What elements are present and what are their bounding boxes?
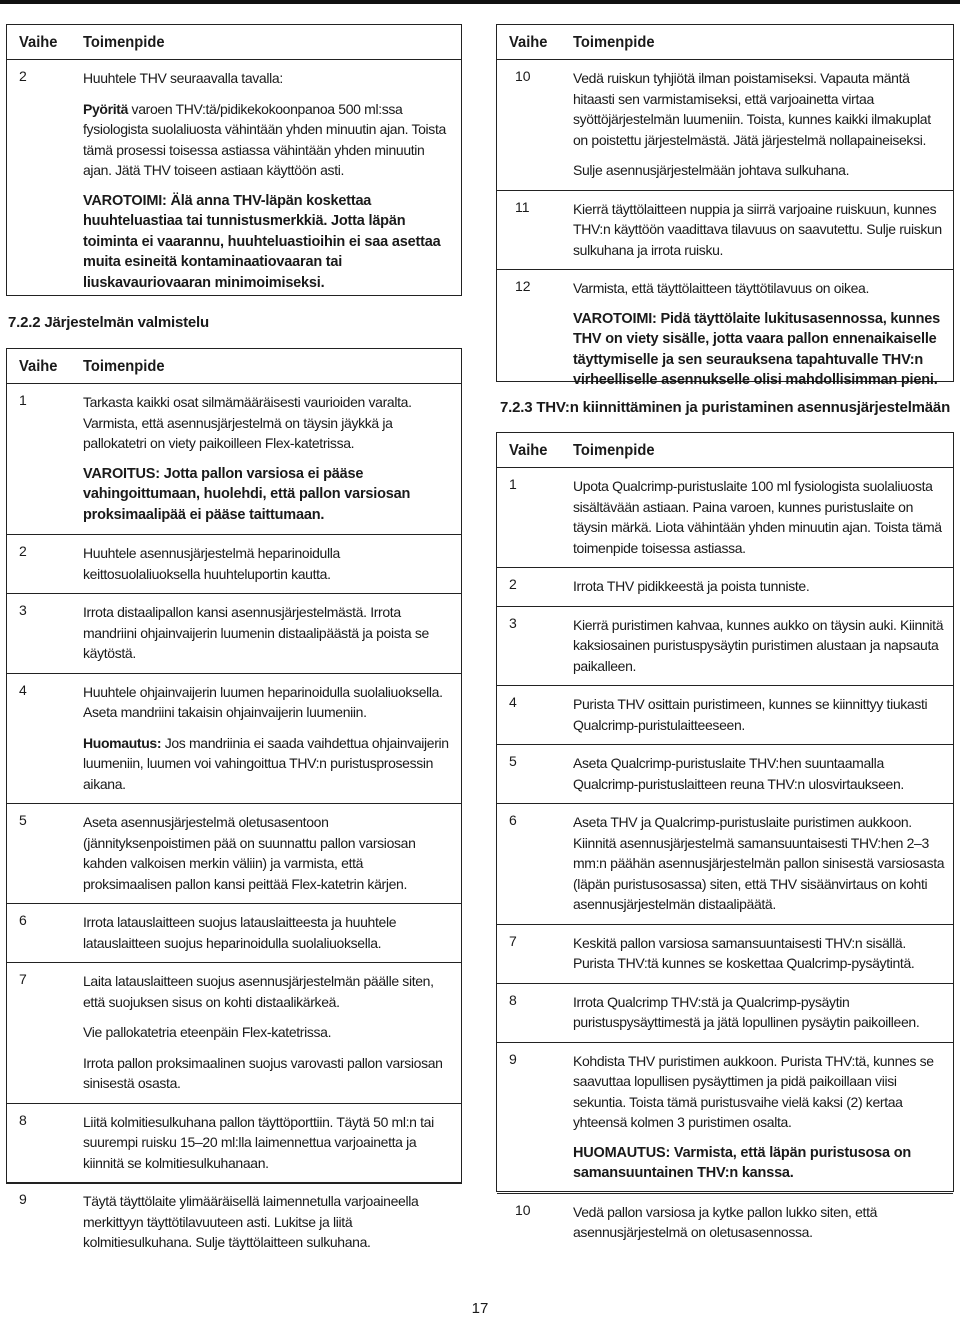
- step-text: Irrota pallon proksimaalinen suojus varovasti pallon varsiosan sinisestä osasta.: [83, 1054, 443, 1091]
- step-number: 12: [515, 278, 531, 294]
- header-action: Toimenpide: [83, 34, 165, 51]
- table-row: [7, 60, 461, 302]
- step-text: Purista THV osittain puristimeen, kunnes se kiinnittyy tiukasti Qualcrimp-puristulaitteeseen.: [573, 696, 928, 733]
- top-rule: [0, 0, 960, 4]
- table-rinse: [6, 24, 462, 296]
- header-step: Vaihe: [509, 442, 548, 459]
- step-text: Irrota Qualcrimp THV:stä ja Qualcrimp-pysäytin puristuspysäyttimestä ja jätä lopullinen pysäytin paikoilleen.: [573, 993, 920, 1030]
- table-row: [497, 803, 953, 924]
- table-header: [7, 349, 461, 384]
- step-text: Varmista, että täyttölaitteen täyttötilavuus on oikea.: [573, 280, 870, 296]
- table-row: [497, 567, 953, 606]
- step-number: 1: [509, 476, 517, 492]
- step-text: Kierrä puristimen kahvaa, kunnes aukko on täysin auki. Kiinnitä kaksiosainen puristuspysäytin puristimen alustaan ja napsauta paikalleen.: [573, 616, 944, 674]
- table-row: [497, 685, 953, 744]
- table-row: [497, 190, 953, 270]
- step-number: 4: [509, 694, 517, 710]
- step-text: Vedä ruiskun tyhjiötä ilman poistamiseksi. Vapauta mäntä hitaasti sen varmistamiseksi, että varjoainetta virtaa syöttöjärjestelmän luumeniin. Toista, kunnes kaikki ilmakuplat on poistettu järjestelmästä. Jätä järjestelmä nollapaineiseksi.: [573, 70, 931, 148]
- table-header: [7, 25, 461, 60]
- step-number: 2: [509, 576, 517, 592]
- table-row: [7, 384, 461, 534]
- step-text: Vedä pallon varsiosa ja kytke pallon lukko siten, että asennusjärjestelmä on oletusasennossa.: [573, 1203, 878, 1240]
- table-row: [497, 983, 953, 1042]
- step-number: 3: [509, 614, 517, 631]
- step-text: Keskitä pallon varsiosa samansuuntaisesti THV:n sisällä. Purista THV:tä kunnes se koskettaa Qualcrimp-pysäytintä.: [573, 934, 915, 971]
- step-number: 5: [509, 753, 517, 769]
- step-text: Aseta asennusjärjestelmä oletusasentoon (jännityksenpoistimen pää on suunnattu pallon varsiosan kahden valkoisen merkin väliin) ja varmista, että proksimaalisen pallon kansi peittää Flex-katetrin kärjen.: [83, 814, 416, 892]
- note-lead: Huomautus:: [83, 734, 162, 751]
- section-heading-crimping: 7.2.3 THV:n kiinnittäminen ja puristaminen asennusjärjestelmään: [500, 399, 951, 416]
- step-number: 9: [19, 1191, 27, 1207]
- step-text: Täytä täyttölaite ylimääräisellä laimennetulla varjoaineella merkittyyn täyttötilavuuteen asti. Lukitse ja liitä kolmitiesulkuhana. Sulje täyttölaitteen sulkuhana.: [83, 1193, 419, 1250]
- header-step: Vaihe: [19, 358, 58, 375]
- step-text: Laita latauslaitteen suojus asennusjärjestelmän päälle siten, että suojuksen sisus on kohti distaalikärkeä.: [83, 973, 434, 1010]
- header-step: Vaihe: [19, 34, 58, 51]
- step-number: 1: [19, 392, 27, 408]
- step-number: 6: [509, 812, 517, 828]
- step-text: Liitä kolmitiesulkuhana pallon täyttöporttiin. Täytä 50 ml:n tai suurempi ruisku 15–20 ml:lla laimennettua varjoainetta ja kiinnitä se kolmitiesulkuhanaan.: [83, 1113, 434, 1171]
- table-row: [497, 1042, 953, 1193]
- note-lead: Pyöritä: [83, 100, 129, 117]
- table-header: [497, 25, 953, 60]
- table-row: [7, 1103, 461, 1183]
- step-text: Irrota distaalipallon kansi asennusjärjestelmästä. Irrota mandriini ohjainvaijerin luumenin distaalipäästä ja poista se käytöstä.: [83, 604, 429, 661]
- warning-text: HUOMAUTUS: Varmista, että läpän puristusosa on samansuuntainen THV:n kanssa.: [573, 1144, 912, 1181]
- table-row: [497, 744, 953, 803]
- step-number: 6: [19, 912, 27, 928]
- warning-text: VAROITUS: Jotta pallon varsiosa ei pääse vahingoittumaan, huolehdi, että pallon varsiosan proksimaalipää ei pääse taittumaan.: [83, 465, 411, 523]
- step-number: 9: [509, 1050, 517, 1067]
- step-text: Huuhtele asennusjärjestelmä heparinoidulla keittosuolaliuoksella huuhteluportin kautta.: [83, 545, 340, 582]
- table-row: [497, 1193, 953, 1252]
- table-row: [497, 60, 953, 190]
- step-number: 3: [19, 602, 27, 618]
- step-number: 5: [19, 812, 27, 828]
- table-crimping: [496, 432, 954, 1240]
- table-row: [497, 606, 953, 686]
- table-row: [497, 468, 953, 567]
- table-header: [497, 433, 953, 468]
- step-text: Irrota latauslaitteen suojus latauslaitteesta ja huuhtele latauslaitteen suojus heparinoidulla suolaliuoksella.: [83, 914, 397, 951]
- step-note: [83, 733, 453, 795]
- table-row: [7, 1182, 461, 1262]
- step-number: 10: [515, 1201, 531, 1218]
- step-text: Kierrä täyttölaitteen nuppia ja siirrä varjoaine ruiskuun, kunnes THV:n käyttöön vaadittava tilavuus on saavutettu. Sulje ruiskun sulkuhana ja irrota ruisku.: [573, 200, 942, 258]
- step-number: 8: [509, 991, 517, 1008]
- table-row: [7, 534, 461, 593]
- step-number: 10: [515, 68, 531, 84]
- header-step: Vaihe: [509, 34, 548, 51]
- step-text: Vie pallokatetria eteenpäin Flex-katetrissa.: [83, 1024, 332, 1040]
- step-text: Kohdista THV puristimen aukkoon. Purista THV:tä, kunnes se saavuttaa lopullisen pysäyttimen ja pidä paikoillaan viisi sekuntia. Toista tämä puristusvaihe vielä kaksi (2) kertaa yhteensä kolmen 3 puristimen osalta.: [573, 1052, 934, 1130]
- table-row: [7, 903, 461, 962]
- page-number: 17: [471, 1300, 489, 1317]
- header-action: Toimenpide: [573, 34, 655, 51]
- table-row: [7, 962, 461, 1103]
- step-text: Aseta THV ja Qualcrimp-puristuslaite puristimen aukkoon. Kiinnitä asennusjärjestelmä samansuuntaisesti THV:hen 2–3 mm:n päähän asennusjärjestelmän pallon sinisestä varsiosasta (läpän puristusosassa) siten, että THV sisäänvirtaus on kohti asennusjärjestelmän distaalipäätä.: [573, 814, 945, 912]
- table-system-prep: [6, 348, 462, 1250]
- warning-text: VAROTOIMI: Älä anna THV-läpän koskettaa huuhteluastiaa tai tunnistusmerkkiä. Jotta läpän toiminta ei vaarannu, huuhteluastioihin ei saa asettaa muita esineitä kontaminaatiovaaran tai liuskavauriovaaran minimoimiseksi.: [83, 192, 441, 291]
- table-system-prep-cont: [496, 24, 954, 388]
- header-action: Toimenpide: [83, 358, 165, 375]
- step-number: 7: [509, 932, 517, 949]
- step-text: Huuhtele THV seuraavalla tavalla:: [83, 70, 283, 86]
- table-row: [497, 269, 953, 400]
- warning-text: VAROTOIMI: Pidä täyttölaite lukitusasennossa, kunnes THV on viety sisälle, jotta vaara pallon ennenaikaiselle täyttymiselle ja sen seurauksena tapahtuvalle THV:n virheelliselle asennukselle olisi mahdollisimman pieni.: [573, 310, 940, 388]
- note-text: Jos mandriinia ei saada vaihdettua ohjainvaijerin luumeniin, luumen voi vahingoittua THV:n puristusprosessin aikana.: [83, 734, 449, 792]
- step-number: 2: [19, 68, 27, 84]
- step-text: Irrota THV pidikkeestä ja poista tunniste.: [573, 578, 810, 594]
- step-text: Upota Qualcrimp-puristuslaite 100 ml fysiologista suolaliuosta sisältävään astiaan. Paina varoen, kunnes puristuslaite on täysin märkä. Liota vähintään yhden minuutin ajan. Toista tämä toimenpide toisessa astiassa.: [573, 478, 942, 556]
- step-text: Huuhtele ohjainvaijerin luumen heparinoidulla suolaliuoksella. Aseta mandriini takaisin ohjainvaijerin luumeniin.: [83, 683, 443, 720]
- step-number: 2: [19, 543, 27, 559]
- section-heading-system-prep: 7.2.2 Järjestelmän valmistelu: [8, 314, 209, 331]
- step-text: Sulje asennusjärjestelmään johtava sulkuhana.: [573, 162, 850, 178]
- step-text: Aseta Qualcrimp-puristuslaite THV:hen suuntaamalla Qualcrimp-puristuslaitteen reuna THV:n ulosvirtaukseen.: [573, 755, 904, 792]
- header-action: Toimenpide: [573, 442, 655, 459]
- step-number: 8: [19, 1111, 27, 1128]
- step-number: 11: [515, 198, 530, 215]
- table-row: [7, 673, 461, 804]
- table-row: [497, 924, 953, 983]
- note-text: varoen THV:tä/pidikekokoonpanoa 500 ml:ssa fysiologista suolaliuosta vähintään yhden minuutin ajan. Toista tämä prosessi toisessa astiassa vähintään yhden minuutin ajan. Jätä THV toiseen astiaan käyttöön asti.: [83, 100, 446, 178]
- step-number: 4: [19, 681, 27, 698]
- step-number: 7: [19, 971, 27, 987]
- step-note: [83, 99, 453, 181]
- table-row: [7, 593, 461, 673]
- table-row: [7, 803, 461, 903]
- step-text: Tarkasta kaikki osat silmämääräisesti vaurioiden varalta. Varmista, että asennusjärjestelmä on täysin jäykkä ja pallokatetri on viety paikoilleen Flex-katetrissa.: [83, 394, 412, 451]
